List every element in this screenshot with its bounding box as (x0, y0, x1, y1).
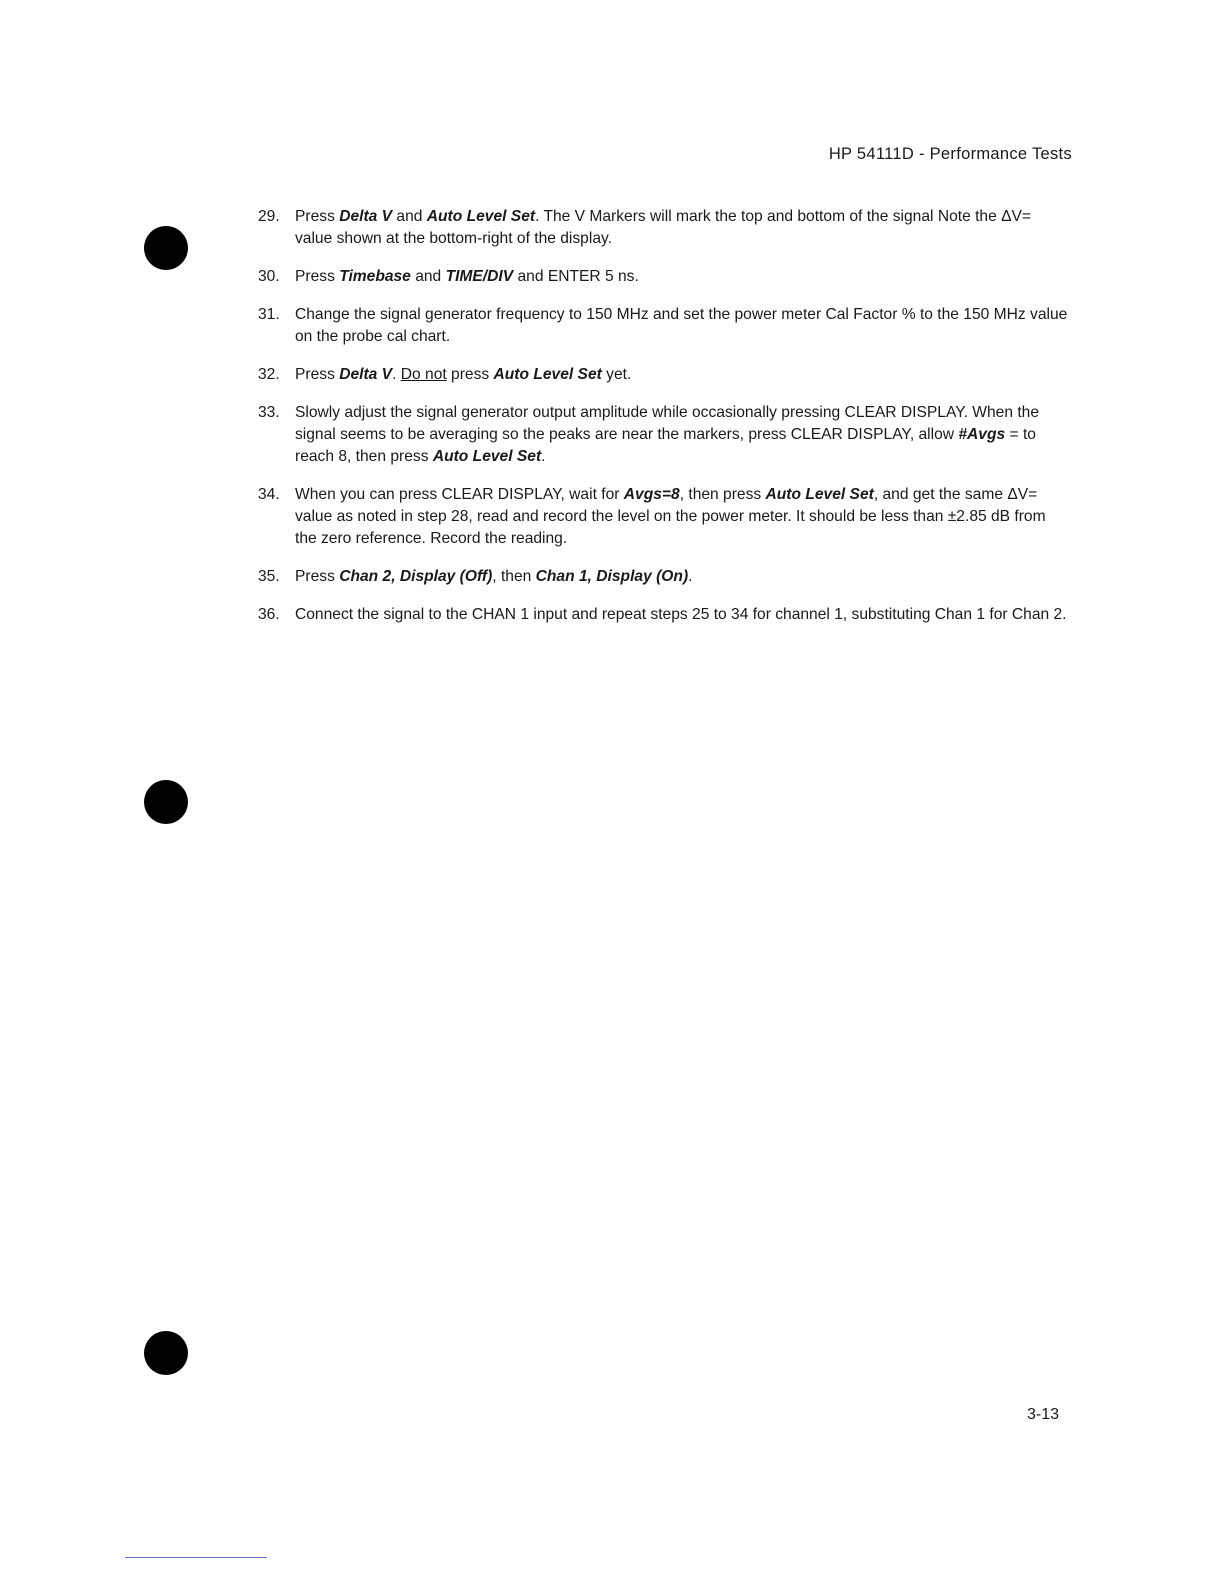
softkey-label: Auto Level Set (432, 448, 542, 465)
procedure-steps (258, 206, 1068, 642)
step-text-run: , then (492, 568, 536, 585)
step-text (295, 306, 1067, 345)
step-text-run: . (541, 448, 546, 465)
softkey-label: Auto Level Set (493, 366, 602, 383)
step-number: 35. (258, 568, 280, 585)
softkey-label: Delta V (339, 208, 393, 225)
footer-rule (125, 1557, 267, 1558)
step-36 (258, 604, 1068, 626)
running-header: HP 54111D - Performance Tests (828, 145, 1072, 163)
step-text (295, 568, 692, 585)
step-text-run: press (446, 366, 494, 383)
step-text-run: Press (295, 268, 340, 285)
page-number: 3-13 (1027, 1406, 1060, 1423)
step-34 (258, 484, 1068, 550)
softkey-label: Timebase (339, 268, 411, 285)
step-text (295, 486, 1046, 547)
step-text-run: and ENTER 5 ns. (513, 268, 639, 285)
step-30 (258, 266, 1068, 288)
step-text-run: , and get the same ΔV= value as noted in step 28, read and record the level on the power meter. It should be less than ±2.85 dB from the zero reference. Record the reading. (295, 486, 1046, 547)
step-number: 34. (258, 486, 280, 503)
binder-hole-icon (144, 226, 188, 270)
emphasis-text: Do not (400, 366, 447, 383)
step-text (295, 208, 1031, 247)
step-number: 31. (258, 306, 280, 323)
step-number: 33. (258, 404, 280, 421)
step-text-run: Press (295, 208, 340, 225)
binder-hole-icon (144, 780, 188, 824)
step-text-run: Connect the signal to the CHAN 1 input and repeat steps 25 to 34 for channel 1, substituting Chan 1 for Chan 2. (295, 606, 1067, 623)
softkey-label: Chan 1, Display (On) (535, 568, 689, 585)
softkey-label: Auto Level Set (426, 208, 536, 225)
step-text-run: Press (295, 366, 340, 383)
step-text-run: . (688, 568, 693, 585)
step-text-run: Press (295, 568, 340, 585)
binder-hole-icon (144, 1331, 188, 1375)
step-number: 30. (258, 268, 280, 285)
step-text-run: and (392, 208, 427, 225)
step-text-run: , then press (679, 486, 766, 503)
step-number: 36. (258, 606, 280, 623)
step-32 (258, 364, 1068, 386)
step-text (295, 404, 1039, 465)
step-text (295, 268, 639, 285)
step-text-run: Change the signal generator frequency to 150 MHz and set the power meter Cal Factor % to the 150 MHz value on the probe cal chart. (295, 306, 1068, 345)
step-text (295, 366, 631, 383)
softkey-label: Avgs=8 (623, 486, 680, 503)
step-text-run: . (392, 366, 401, 383)
step-35 (258, 566, 1068, 588)
step-text (295, 606, 1067, 623)
step-33 (258, 402, 1068, 468)
step-text-run: yet. (601, 366, 632, 383)
step-text-run: = to reach 8, then press (295, 426, 1036, 465)
step-text-run: and (410, 268, 446, 285)
step-29 (258, 206, 1068, 250)
softkey-label: TIME/DIV (445, 268, 514, 285)
softkey-label: Chan 2, Display (Off) (339, 568, 493, 585)
step-31 (258, 304, 1068, 348)
step-number: 29. (258, 208, 280, 225)
step-text-run: . The V Markers will mark the top and bottom of the signal Note the ΔV= value shown at the bottom-right of the display. (295, 208, 1032, 247)
step-text-run: When you can press CLEAR DISPLAY, wait for (295, 486, 624, 503)
softkey-label: Auto Level Set (765, 486, 874, 503)
softkey-label: #Avgs (958, 426, 1006, 443)
step-text-run: Slowly adjust the signal generator output amplitude while occasionally pressing CLEAR DISPLAY. When the signal seems to be averaging so the peaks are near the markers, press CLEAR DISPLAY, allow (295, 404, 1039, 443)
step-number: 32. (258, 366, 280, 383)
softkey-label: Delta V (339, 366, 393, 383)
